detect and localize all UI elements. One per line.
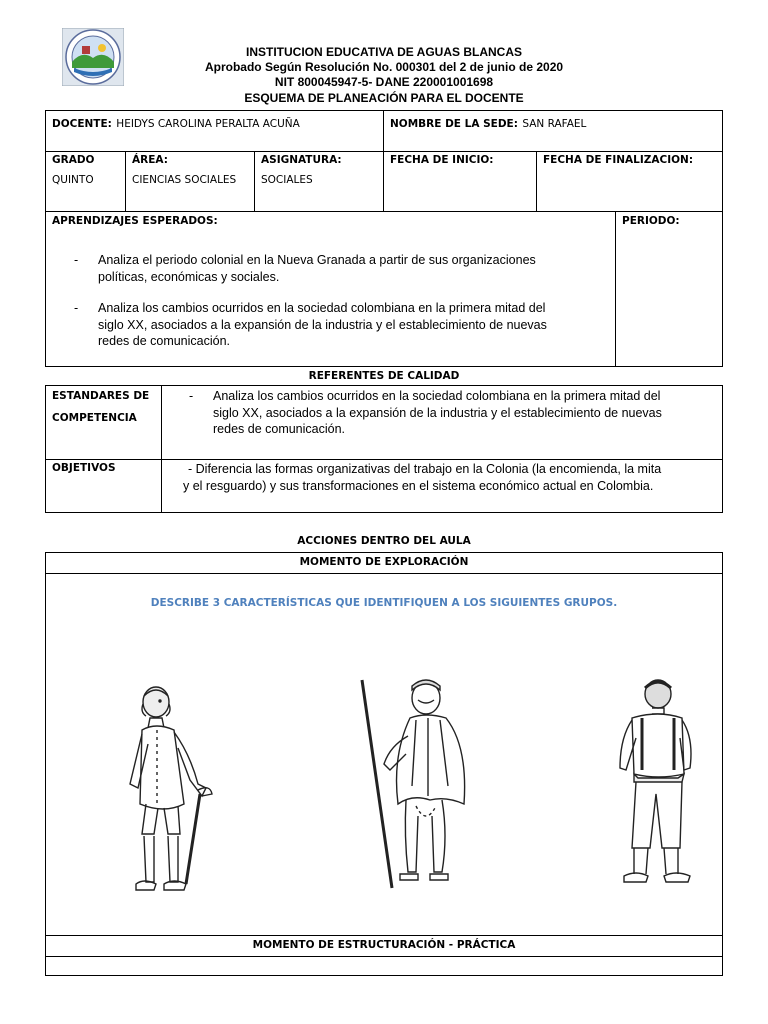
asignatura-value: SOCIALES	[261, 174, 313, 186]
objetivos-label-cell	[45, 459, 162, 513]
exploracion-header	[45, 552, 723, 574]
referentes-title: REFERENTES DE CALIDAD	[308, 370, 460, 382]
scheme-title: ESQUEMA DE PLANEACIÓN PARA EL DOCENTE	[244, 91, 524, 105]
exploracion-title: MOMENTO DE EXPLORACIÓN	[299, 556, 469, 568]
sede-value: SAN RAFAEL	[522, 118, 587, 130]
grado-label: GRADO	[52, 154, 95, 166]
colonial-spaniard-figure	[124, 684, 244, 906]
nit-text: NIT 800045947-5- DANE 220001001698	[274, 75, 494, 89]
grado-cell	[45, 151, 126, 212]
asignatura-label: ASIGNATURA:	[261, 154, 342, 166]
objetivos-text: - Diferencia las formas organizativas del trabajo en la Colonia (la encomienda, la mita y el resguardo) y sus transformaciones en el sistema económico actual en Colombia.	[183, 462, 662, 493]
indigenous-man-figure	[356, 676, 476, 898]
aprendizajes-label: APRENDIZAJES ESPERADOS:	[52, 215, 218, 227]
sede-label: NOMBRE DE LA SEDE:	[390, 118, 518, 130]
estandares-content-cell	[161, 385, 723, 460]
periodo-cell	[615, 211, 723, 367]
estructuracion-body	[45, 956, 723, 976]
estandares-label-cell	[45, 385, 162, 460]
aprendizaje-item: - Analiza el periodo colonial en la Nueva Granada a partir de sus organizaciones políticas, económicas y sociales.	[74, 253, 536, 284]
estandares-label: ESTANDARES DE	[52, 390, 150, 402]
fecha-fin-label: FECHA DE FINALIZACION:	[543, 154, 694, 166]
aprendizajes-cell	[45, 211, 616, 367]
fecha-fin-cell	[536, 151, 723, 212]
periodo-label: PERIODO:	[622, 215, 680, 227]
objetivos-label: OBJETIVOS	[52, 462, 116, 474]
acciones-title: ACCIONES DENTRO DEL AULA	[297, 535, 471, 547]
docente-value: HEIDYS CAROLINA PERALTA ACUÑA	[116, 118, 300, 130]
grado-value: QUINTO	[52, 174, 94, 186]
estructuracion-title: MOMENTO DE ESTRUCTURACIÓN - PRÁCTICA	[252, 939, 516, 951]
area-label: ÁREA:	[132, 154, 168, 166]
exploracion-body	[45, 573, 723, 936]
enslaved-african-figure	[612, 678, 698, 890]
aprendizaje-item: - Analiza los cambios ocurridos en la sociedad colombiana en la primera mitad del siglo XX, asociados a la expansión de la industria y el establecimiento de nuevas redes de comunicación.	[74, 301, 547, 348]
estructuracion-header	[45, 935, 723, 957]
sede-cell	[383, 110, 723, 152]
institution-name: INSTITUCION EDUCATIVA DE AGUAS BLANCAS	[246, 45, 522, 59]
docente-cell	[45, 110, 384, 152]
asignatura-cell	[254, 151, 384, 212]
objetivos-content-cell	[161, 459, 723, 513]
competencia-label: COMPETENCIA	[52, 412, 137, 424]
fecha-inicio-label: FECHA DE INICIO:	[390, 154, 494, 166]
area-value: CIENCIAS SOCIALES	[132, 174, 237, 186]
fecha-inicio-cell	[383, 151, 537, 212]
instruction-text: DESCRIBE 3 CARACTERÍSTICAS QUE IDENTIFIQUEN A LOS SIGUIENTES GRUPOS.	[150, 597, 618, 609]
area-cell	[125, 151, 255, 212]
docente-label: DOCENTE:	[52, 118, 112, 130]
resolution-text: Aprobado Según Resolución No. 000301 del 2 de junio de 2020	[204, 60, 564, 74]
estandares-text: - Analiza los cambios ocurridos en la sociedad colombiana en la primera mitad del siglo XX, asociados a la expansión de la industria y el establecimiento de nuevas redes de comunicación.	[189, 389, 662, 436]
